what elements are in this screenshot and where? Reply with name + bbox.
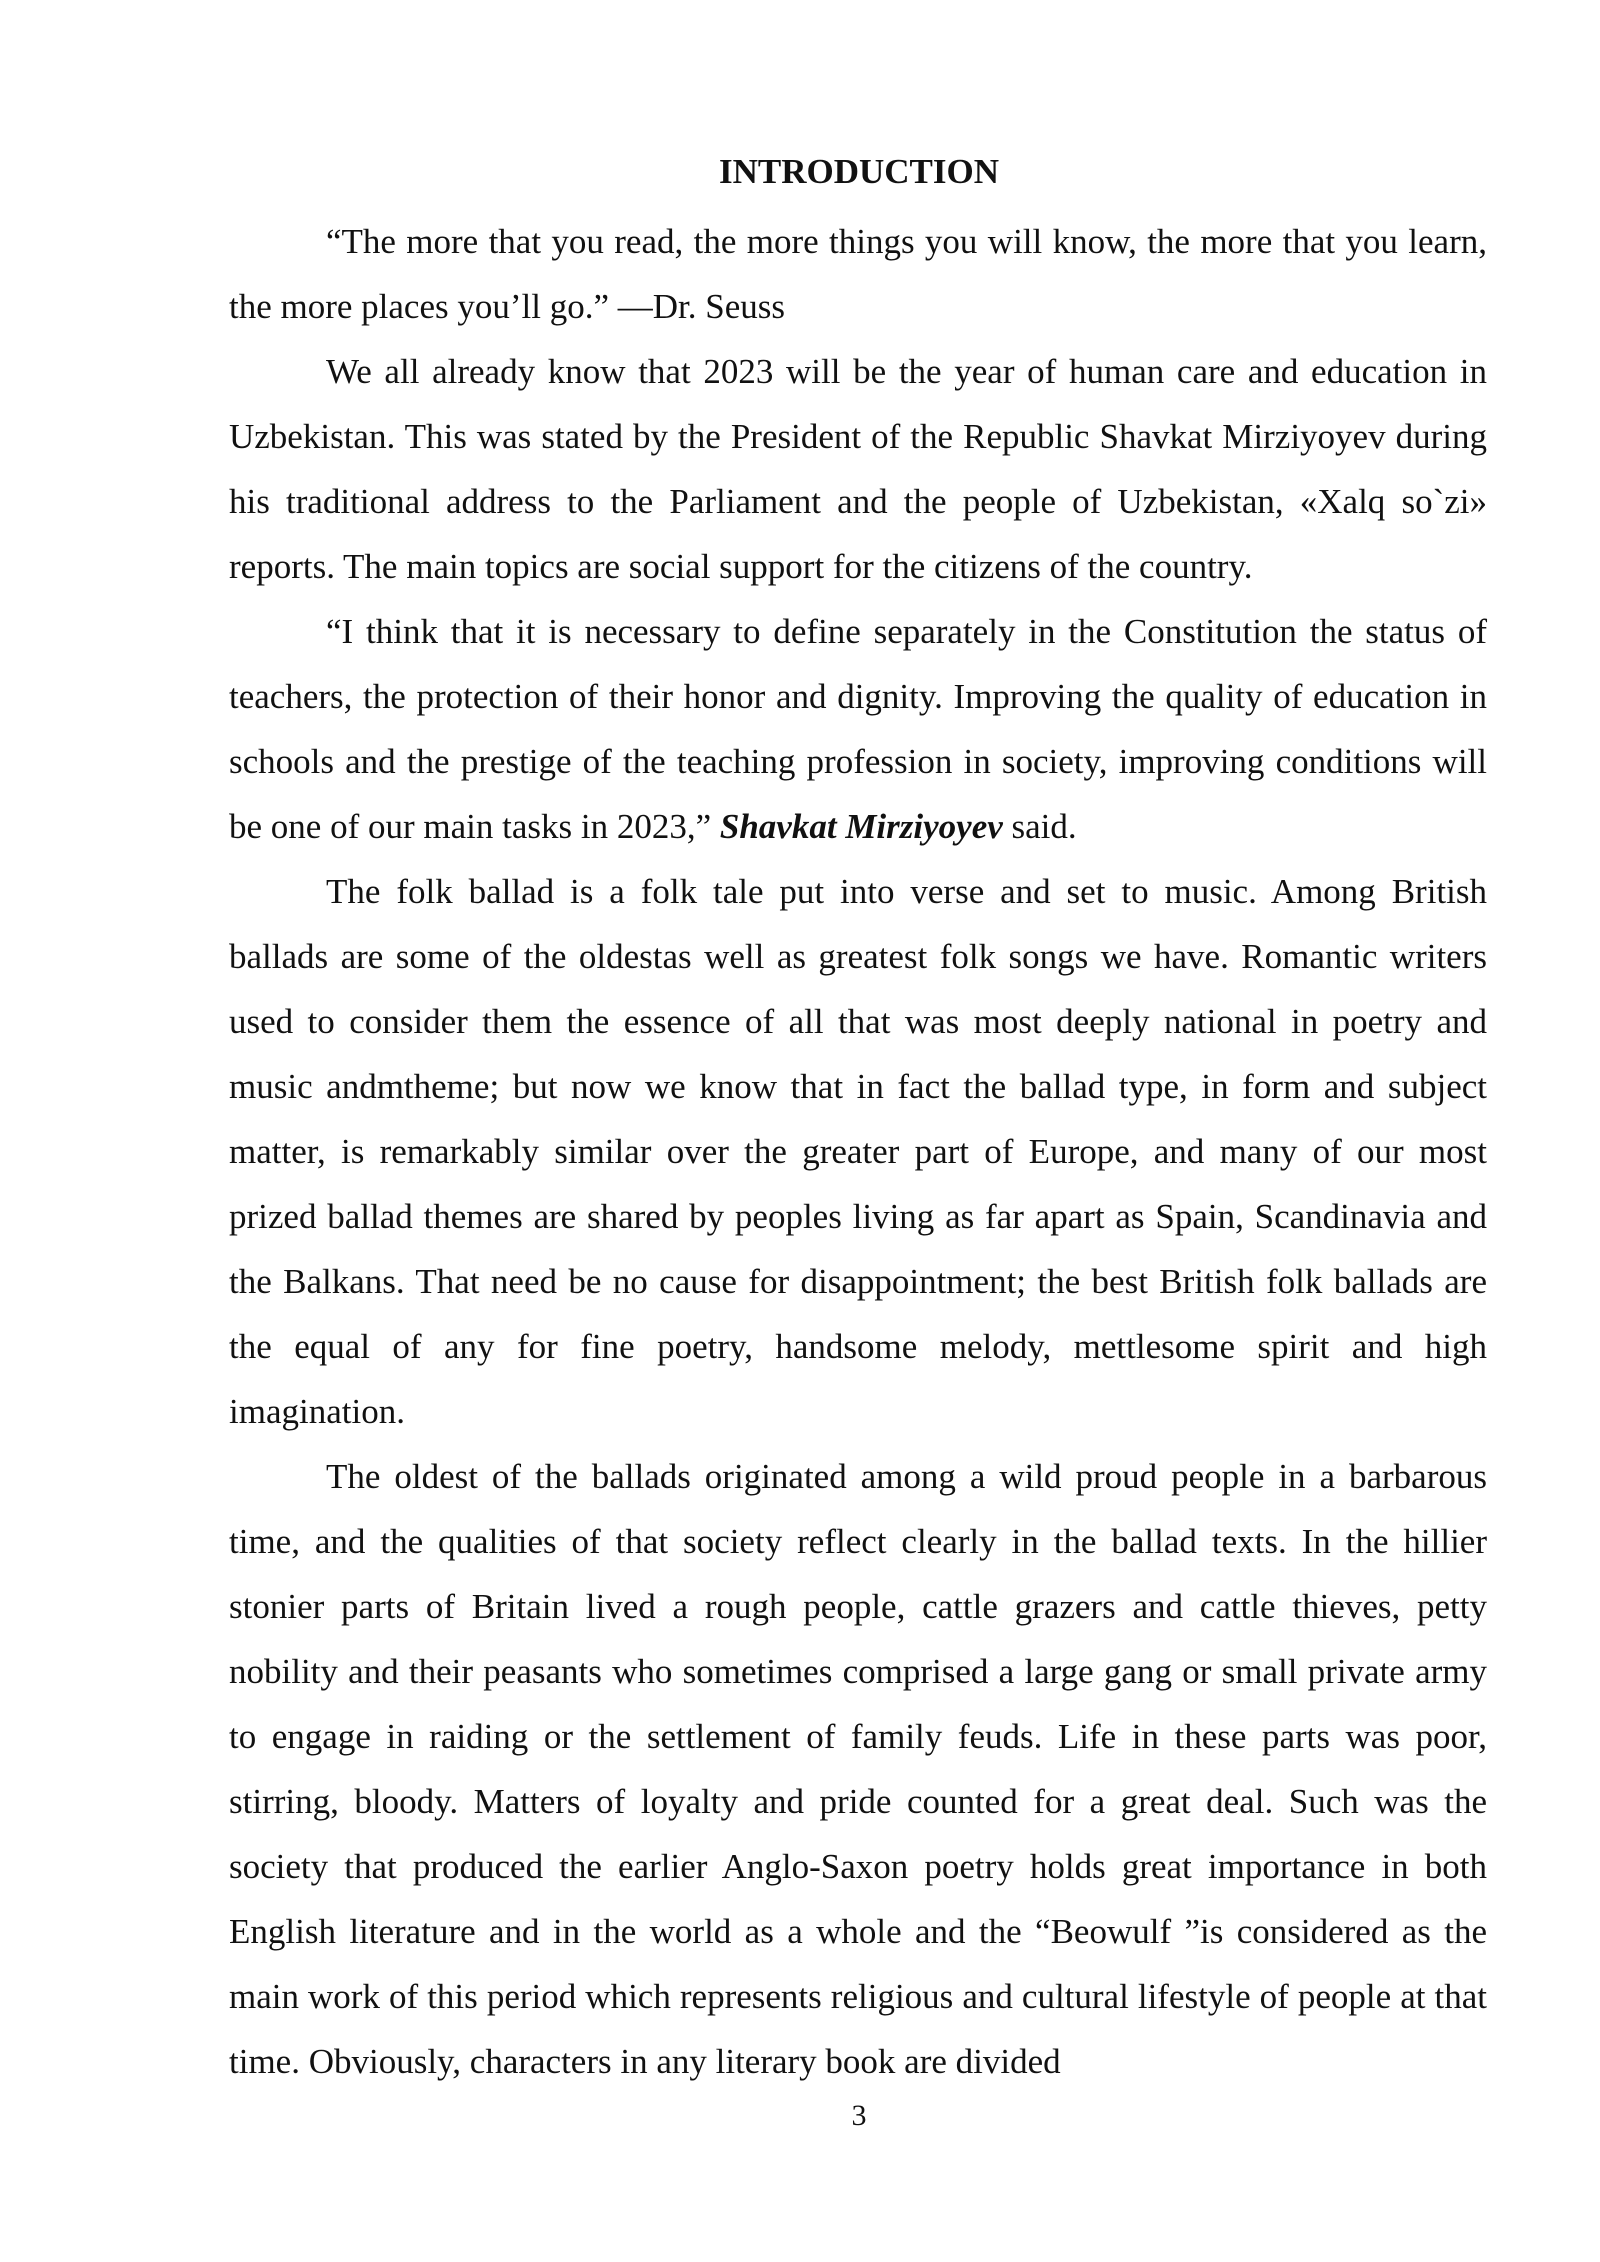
page-title: INTRODUCTION: [718, 152, 1000, 191]
paragraph-oldest-ballads: The oldest of the ballads originated among a wild proud people in a barbarous time, and the qualities of that society reflect clearly in the ballad texts. In the hillier stonier parts of Britain lived a rough people, cattle grazers and cattle thieves, petty nobility and their peasants who sometimes comprised a large gang or small private army to engage in raiding or the settlement of family feuds. Life in these parts was poor, stirring, bloody. Matters of loyalty and pride counted for a great deal. Such was the society that produced the earlier Anglo-Saxon poetry holds great importance in both English literature and in the world as a whole and the “Beowulf ”is considered as the main work of this period which represents religious and cultural lifestyle of people at that time. Obviously, characters in any literary book are divided: [229, 1457, 1487, 2081]
quote-author: Shavkat Mirziyoyev: [719, 807, 1003, 846]
paragraph-folk-ballad: The folk ballad is a folk tale put into verse and set to music. Among British ballads are some of the oldestas well as greatest folk songs we have. Romantic writers used to consider them the essence of all that was most deeply national in poetry and music andmtheme; but now we know that in fact the ballad type, in form and subject matter, is remarkably similar over the greater part of Europe, and many of our most prized ballad themes are shared by peoples living as far apart as Spain, Scandinavia and the Balkans. That need be no cause for disappointment; the best British folk ballads are the equal of any for fine poetry, handsome melody, mettlesome spirit and high imagination.: [229, 872, 1487, 1431]
page-number: 3: [851, 2099, 867, 2132]
document-body: [229, 209, 1487, 2094]
quote-text-end: said.: [1002, 807, 1077, 846]
paragraph-president-quote: [229, 599, 1487, 859]
quote-text: “I think that it is necessary to define separately in the Constitution the status of teachers, the protection of their honor and dignity. Improving the quality of education in schools and the prestige of the teaching profession in society, improving conditions will be one of our main tasks in 2023,”: [229, 612, 1487, 846]
paragraph-epigraph: “The more that you read, the more things you will know, the more that you learn, the more places you’ll go.” —Dr. Seuss: [229, 222, 1487, 326]
paragraph-year-announcement: We all already know that 2023 will be the year of human care and education in Uzbekistan. This was stated by the President of the Republic Shavkat Mirziyoyev during his traditional address to the Parliament and the people of Uzbekistan, «Xalq so`zi» reports. The main topics are social support for the citizens of the country.: [229, 352, 1487, 586]
